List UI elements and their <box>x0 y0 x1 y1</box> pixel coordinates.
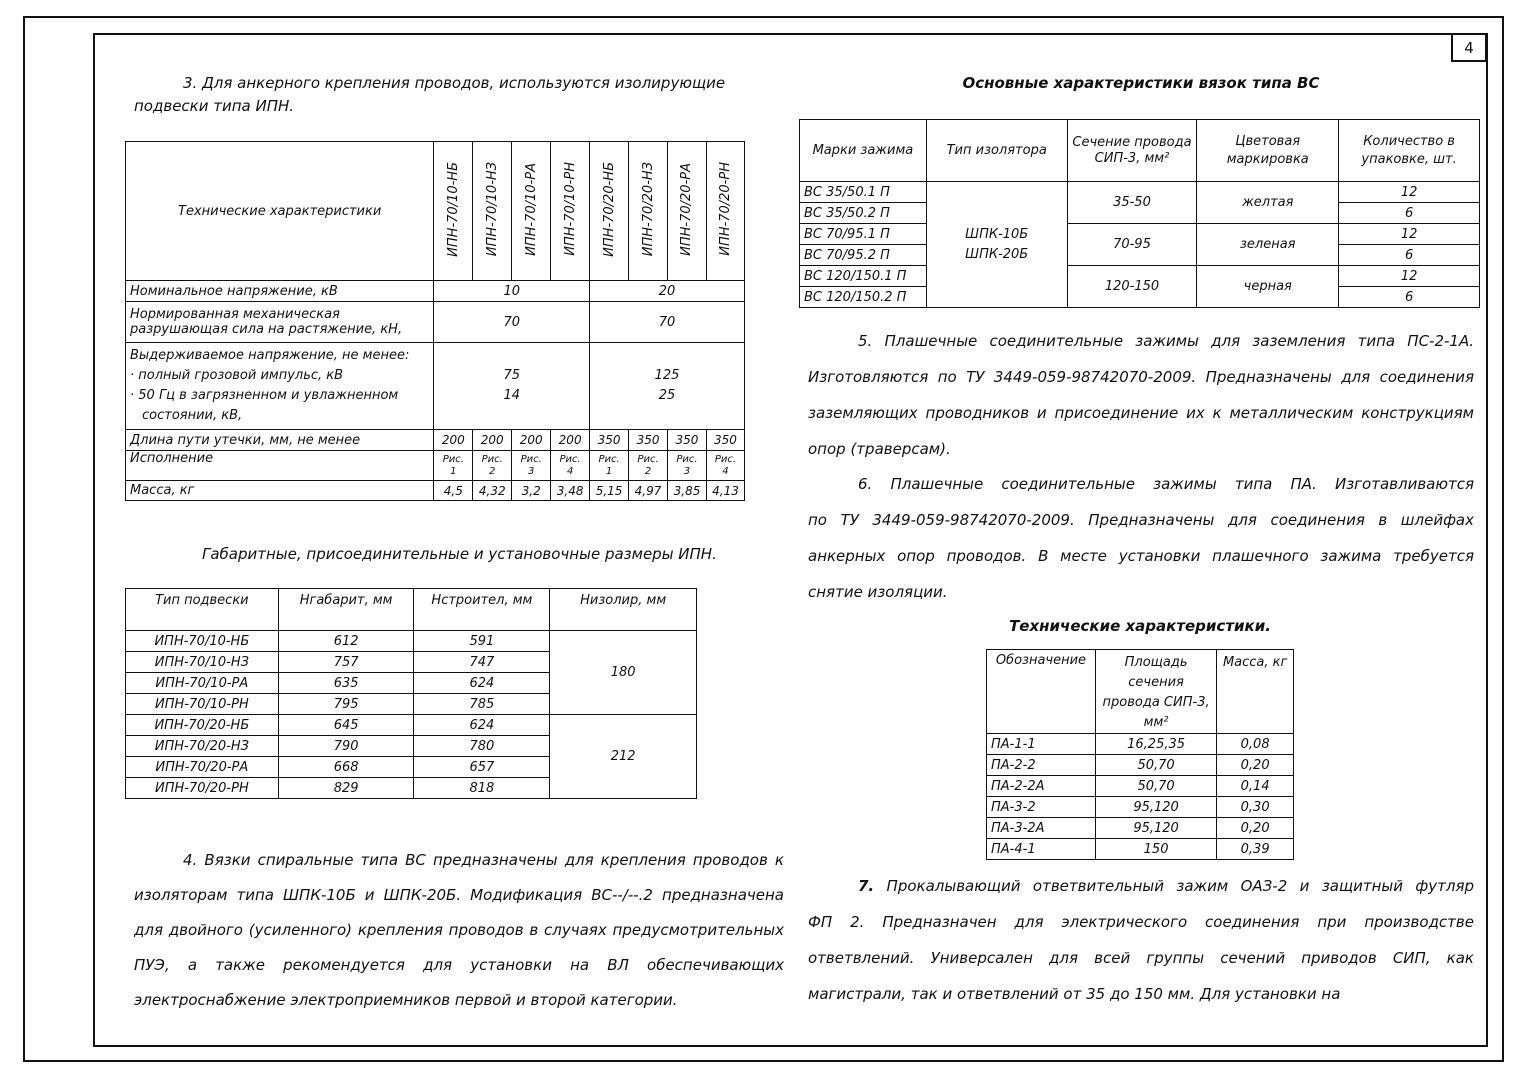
table-header-row: Обозначение Площадь сечения провода СИП-3, мм² Масса, кг <box>987 650 1294 734</box>
table-row: Выдерживаемое напряжение, не менее: · полный грозовой импульс, кВ · 50 Гц в загрязненном и увлажненном состоянии, кВ, 75 14 125 25 <box>126 343 745 430</box>
vs-table <box>799 119 1480 308</box>
section7-paragraph: 7. Прокалывающий ответвительный зажим ОАЗ-2 и защитный футляр ФП 2. Предназначен для электрического соединения при производстве ответвлений. Универсален для всей группы сечений приводов СИП, как магистрали, так и ответвлений от 35 до 150 мм. Для установки на <box>808 877 1474 1003</box>
table-row: Длина пути утечки, мм, не менее 200 200 200 200 350 350 350 350 <box>126 430 745 451</box>
ipn-characteristics-table <box>125 141 745 501</box>
table-row: ИПН-70/10-НЗ 757 747 <box>126 652 697 673</box>
section6-paragraph: 6. Плашечные соединительные зажимы типа ПА. Изготавливаются по ТУ 3449-059-98742070-2009. Предназначены для соединения в шлейфах анкерных опор проводов. В месте установки плашечного зажима требуется снятие изоляции. <box>808 475 1474 601</box>
column-header: ИПН-70/10-НЗ <box>473 142 512 281</box>
table-row: ИПН-70/10-РН 795 785 <box>126 694 697 715</box>
table-header-row <box>126 142 745 281</box>
dims-table <box>125 588 697 799</box>
table-row: ИПН-70/10-РА 635 624 <box>126 673 697 694</box>
table-row: ПА-3-2А 95,120 0,20 <box>987 818 1294 839</box>
table-row: ПА-1-1 16,25,35 0,08 <box>987 734 1294 755</box>
table-row: ПА-3-2 95,120 0,30 <box>987 797 1294 818</box>
table-header-row: Тип подвески Нгабарит, мм Нстроител, мм Низолир, мм <box>126 589 697 631</box>
column-header: ИПН-70/10-РА <box>512 142 551 281</box>
section3-line1: 3. Для анкерного крепления проводов, используются изолирующие <box>183 74 726 92</box>
table-row: ИПН-70/20-НЗ 790 780 <box>126 736 697 757</box>
table-row: Номинальное напряжение, кВ 10 20 <box>126 281 745 302</box>
table-row: ИПН-70/20-РА 668 657 <box>126 757 697 778</box>
section3-line2: подвески типа ИПН. <box>134 97 295 115</box>
column-header: ИПН-70/20-НБ <box>590 142 629 281</box>
section5-paragraph: 5. Плашечные соединительные зажимы для заземления типа ПС-2-1А. Изготовляются по ТУ 3449-059-98742070-2009. Предназначены для соединения заземляющих проводников и присоединение их к металлическим конструкциям опор (траверсам). <box>808 332 1474 458</box>
table-header-row: Марки зажима Тип изолятора Сечение провода СИП-3, мм² Цветовая маркировка Количество в упаковке, шт. <box>800 120 1480 182</box>
table-row: ВС 70/95.2 П 6 <box>800 245 1480 266</box>
table-row: ИПН-70/10-НБ 612 591 180 <box>126 631 697 652</box>
column-header: ИПН-70/10-НБ <box>434 142 473 281</box>
table-row: ВС 70/95.1 П 70-95 зеленая 12 <box>800 224 1480 245</box>
column-header: ИПН-70/20-РА <box>668 142 707 281</box>
table-row: ВС 120/150.1 П 120-150 черная 12 <box>800 266 1480 287</box>
table-row: ИПН-70/20-НБ 645 624 212 <box>126 715 697 736</box>
table-row: Масса, кг 4,5 4,32 3,2 3,48 5,15 4,97 3,85 4,13 <box>126 481 745 501</box>
section4-paragraph: 4. Вязки спиральные типа ВС предназначены для крепления проводов к изоляторам типа ШПК-10Б и ШПК-20Б. Модификация ВС--/--.2 предназначена для двойного (усиленного) крепления проводов в случаях предусмотрительных ПУЭ, а также рекомендуется для установки на ВЛ обеспечивающих электроснабжение электроприемников первой и второй категории. <box>134 851 784 1009</box>
vs-title: Основные характеристики вязок типа ВС <box>962 74 1320 92</box>
column-header: ИПН-70/20-НЗ <box>629 142 668 281</box>
dims-title: Габаритные, присоединительные и установочные размеры ИПН. <box>202 545 717 563</box>
table-row: Нормированная механическая разрушающая сила на растяжение, кН, 70 70 <box>126 302 745 343</box>
page-number: 4 <box>1451 33 1487 62</box>
header-label: Технические характеристики <box>126 142 434 281</box>
table-row: Исполнение Рис. 1 Рис. 2 Рис. 3 Рис. 4 Рис. 1 Рис. 2 Рис. 3 Рис. 4 <box>126 451 745 481</box>
column-header: ИПН-70/10-РН <box>551 142 590 281</box>
table-row: ПА-2-2 50,70 0,20 <box>987 755 1294 776</box>
table-row: ВС 120/150.2 П 6 <box>800 287 1480 308</box>
table-row: ПА-2-2А 50,70 0,14 <box>987 776 1294 797</box>
table-row: ПА-4-1 150 0,39 <box>987 839 1294 860</box>
table-row: ВС 35/50.2 П 6 <box>800 203 1480 224</box>
table-row: ВС 35/50.1 П ШПК-10Б ШПК-20Б 35-50 желтая 12 <box>800 182 1480 203</box>
pa-table <box>986 649 1294 860</box>
table-row: ИПН-70/20-РН 829 818 <box>126 778 697 799</box>
column-header: ИПН-70/20-РН <box>706 142 744 281</box>
pa-title: Технические характеристики. <box>1009 617 1271 635</box>
